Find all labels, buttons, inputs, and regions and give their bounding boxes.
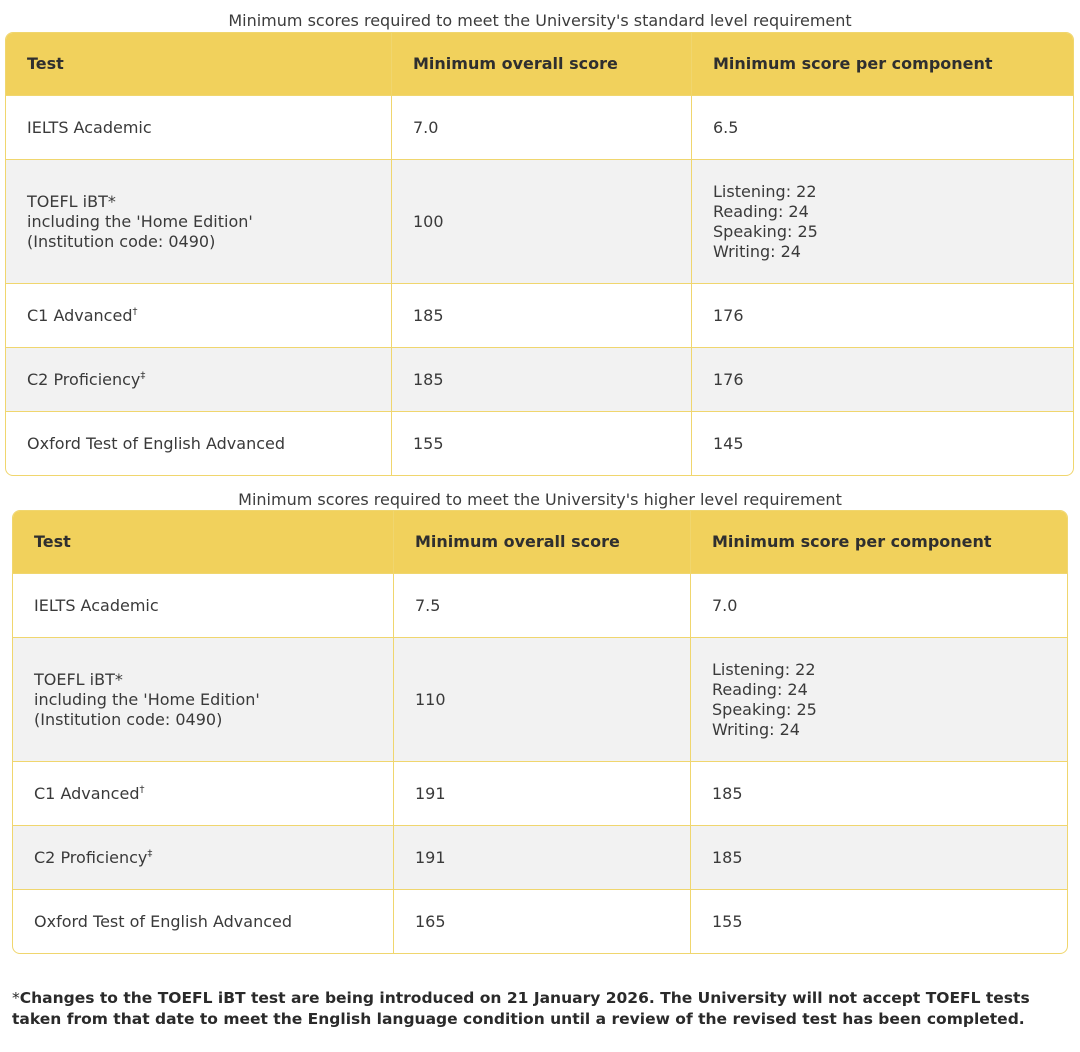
header-component-score: Minimum score per component [691, 33, 1073, 95]
table-row [6, 347, 1073, 411]
footnote-mark: ‡ [147, 848, 153, 860]
component-score: 145 [691, 412, 1073, 475]
overall-score: 165 [393, 890, 690, 953]
table-row [6, 95, 1073, 159]
test-name: C1 Advanced† [27, 305, 138, 325]
overall-score: 155 [391, 412, 691, 475]
overall-score: 7.0 [391, 96, 691, 159]
overall-score: 100 [391, 160, 691, 283]
overall-score: 185 [391, 348, 691, 411]
overall-score: 191 [393, 762, 690, 825]
header-component-score: Minimum score per component [690, 511, 1067, 573]
toefl-footnote [12, 988, 1062, 1030]
table-row [6, 411, 1073, 475]
component-score: 176 [691, 348, 1073, 411]
table-row [13, 573, 1067, 637]
table-row [13, 637, 1067, 761]
component-score: 176 [691, 284, 1073, 347]
overall-score: 7.5 [393, 574, 690, 637]
overall-score: 191 [393, 826, 690, 889]
test-name: IELTS Academic [27, 117, 152, 137]
header-test: Test [27, 54, 64, 73]
footnote-text: Changes to the TOEFL iBT test are being introduced on 21 January 2026. The University will not accept TOEFL tests taken from that date to meet the English language condition until a review of the revised test has been completed. [12, 989, 1030, 1028]
header-overall-score: Minimum overall score [393, 511, 690, 573]
footnote-mark: † [139, 784, 145, 796]
component-score: Listening: 22 Reading: 24 Speaking: 25 Writing: 24 [691, 160, 1073, 283]
higher-requirement-table [12, 510, 1068, 954]
test-name: Oxford Test of English Advanced [27, 433, 286, 453]
component-score: 155 [690, 890, 1067, 953]
table-caption-higher: Minimum scores required to meet the University's higher level requirement [238, 490, 842, 509]
component-score: 7.0 [690, 574, 1067, 637]
table-row [13, 889, 1067, 953]
standard-requirement-table [5, 32, 1074, 476]
test-name: IELTS Academic [34, 595, 159, 615]
test-name: C1 Advanced† [34, 783, 145, 803]
header-test: Test [34, 532, 71, 551]
table-row [13, 825, 1067, 889]
table-row [6, 159, 1073, 283]
component-score: Listening: 22 Reading: 24 Speaking: 25 Writing: 24 [690, 638, 1067, 761]
table-header-row [6, 33, 1073, 95]
test-name: TOEFL iBT* including the 'Home Edition' (Institution code: 0490) [27, 191, 253, 251]
table-caption-standard: Minimum scores required to meet the University's standard level requirement [228, 11, 852, 30]
footnote-mark: † [132, 306, 138, 318]
component-score: 6.5 [691, 96, 1073, 159]
test-name: C2 Proficiency‡ [27, 369, 146, 389]
test-name: C2 Proficiency‡ [34, 847, 153, 867]
footnote-mark: ‡ [140, 370, 146, 382]
overall-score: 110 [393, 638, 690, 761]
header-overall-score: Minimum overall score [391, 33, 691, 95]
table-row [6, 283, 1073, 347]
test-name: TOEFL iBT* including the 'Home Edition' (Institution code: 0490) [34, 669, 260, 729]
table-header-row [13, 511, 1067, 573]
overall-score: 185 [391, 284, 691, 347]
test-name: Oxford Test of English Advanced [34, 911, 293, 931]
footnote-asterisk: * [12, 989, 20, 1007]
component-score: 185 [690, 826, 1067, 889]
component-score: 185 [690, 762, 1067, 825]
table-row [13, 761, 1067, 825]
